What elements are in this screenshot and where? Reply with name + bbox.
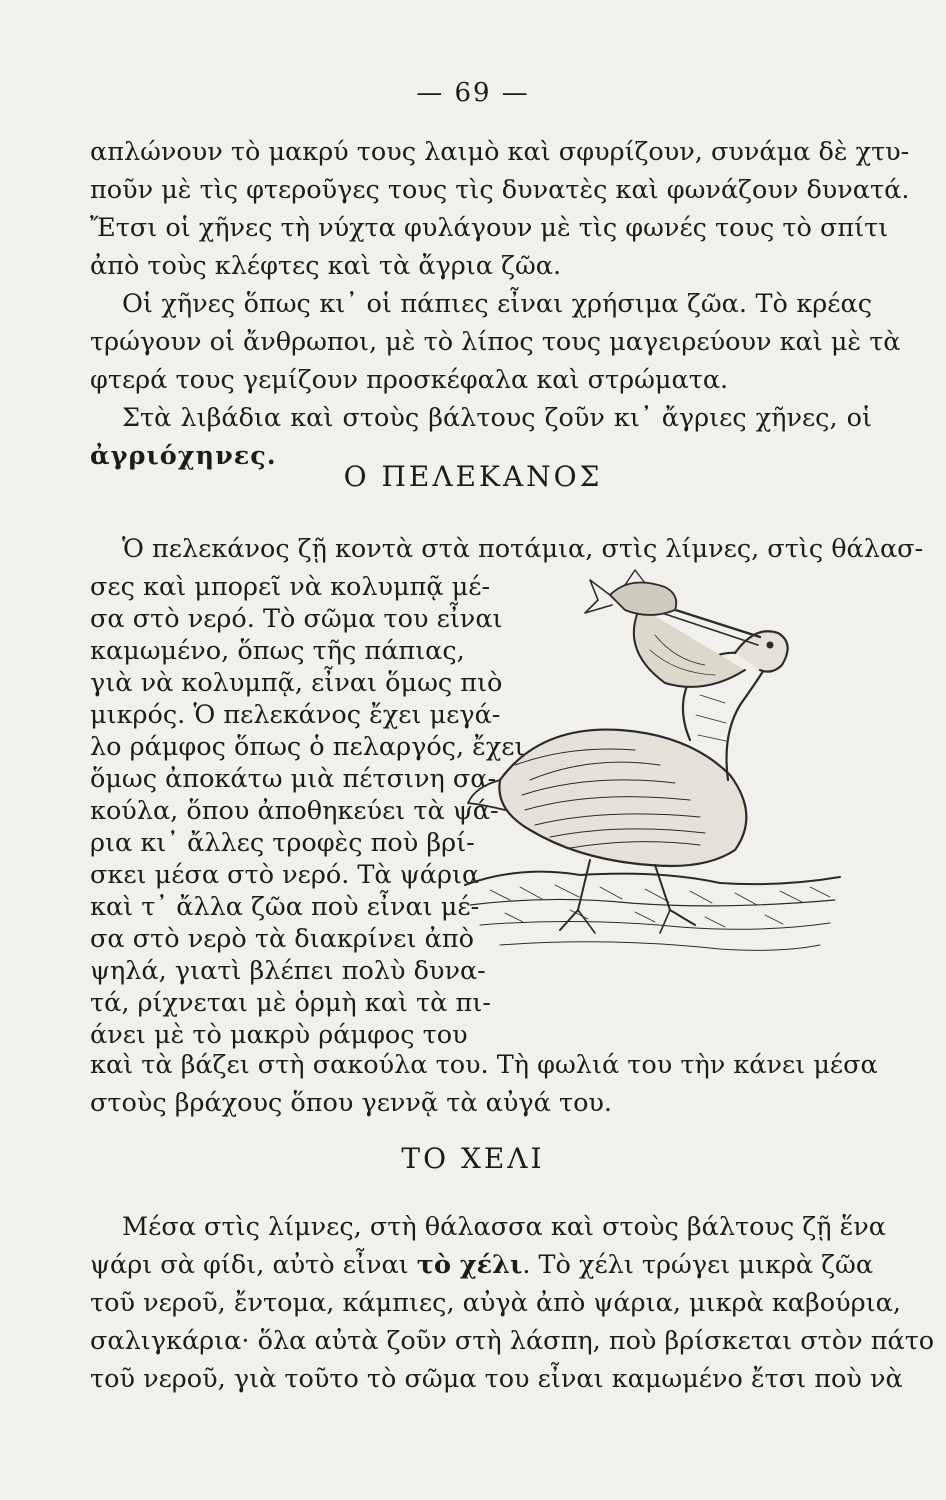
text-line: τρώγουν οἱ ἄνθρωποι, μὲ τὸ λίπος τους μαγειρεύουν καὶ μὲ τὰ: [90, 327, 901, 357]
text-line: Οἱ χῆνες ὅπως κι᾿ οἱ πάπιες εἶναι χρήσιμα ζῶα. Τὸ κρέας: [122, 289, 872, 319]
text-line: κούλα, ὅπου ἀποθηκεύει τὰ ψά-: [90, 796, 499, 826]
text-line: σες καὶ μπορεῖ νὰ κολυμπᾷ μέ-: [90, 572, 491, 602]
text-line: τοῦ νεροῦ, ἔντομα, κάμπιες, αὐγὰ ἀπὸ ψάρια, μικρὰ καβούρια,: [90, 1288, 901, 1318]
text-line: Στὰ λιβάδια καὶ στοὺς βάλτους ζοῦν κι᾿ ἄγριες χῆνες, οἱ: [122, 403, 872, 433]
text-line: άνει μὲ τὸ μακρὺ ράμφος του: [90, 1020, 468, 1050]
text-line: στοὺς βράχους ὅπου γεννᾷ τὰ αὐγά του.: [90, 1088, 613, 1118]
text-line: καὶ τ᾿ ἄλλα ζῶα ποὺ εἶναι μέ-: [90, 892, 480, 922]
section-title-pelican: Ο ΠΕΛΕΚΑΝΟΣ: [343, 460, 603, 493]
page-number: — 69 —: [416, 78, 530, 108]
text-line: λο ράμφος ὅπως ὁ πελαργός, ἔχει: [90, 732, 525, 762]
text-line: ὅμως ἀποκάτω μιὰ πέτσινη σα-: [90, 764, 497, 794]
text-line: Ὁ πελεκάνος ζῇ κοντὰ στὰ ποτάμια, στὶς λίμνες, στὶς θάλασ-: [122, 534, 924, 564]
text-line: ποῦν μὲ τὶς φτεροῦγες τους τὶς δυνατὲς καὶ φωνάζουν δυνατά.: [90, 175, 910, 205]
text-line: γιὰ νὰ κολυμπᾷ, εἶναι ὅμως πιὸ: [90, 668, 503, 698]
text-line-mixed: [90, 1246, 872, 1284]
text-line: καὶ τὰ βάζει στὴ σακούλα του. Τὴ φωλιά του τὴν κάνει μέσα: [90, 1050, 878, 1080]
text-line: μικρός. Ὁ πελεκάνος ἔχει μεγά-: [90, 700, 501, 730]
text-line: ψηλά, γιατὶ βλέπει πολὺ δυνα-: [90, 956, 486, 986]
text-line: τά, ρίχνεται μὲ ὁρμὴ καὶ τὰ πι-: [90, 988, 491, 1018]
text-line: φτερά τους γεμίζουν προσκέφαλα καὶ στρώματα.: [90, 365, 729, 395]
text-line: σαλιγκάρια· ὅλα αὐτὰ ζοῦν στὴ λάσπη, ποὺ βρίσκεται στὸν πάτο: [90, 1326, 935, 1356]
text-line: Ἔτσι οἱ χῆνες τὴ νύχτα φυλάγουν μὲ τὶς φωνές τους τὸ σπίτι: [90, 213, 889, 243]
text-span-bold: τὸ χέλι: [416, 1250, 523, 1280]
text-line: σα στὸ νερὸ τὰ διακρίνει ἀπὸ: [90, 924, 474, 954]
text-line: Μέσα στὶς λίμνες, στὴ θάλασσα καὶ στοὺς βάλτους ζῇ ἕνα: [122, 1212, 886, 1242]
text-line: τοῦ νεροῦ, γιὰ τοῦτο τὸ σῶμα του εἶναι καμωμένο ἔτσι ποὺ νὰ: [90, 1364, 903, 1394]
text-line: καμωμένο, ὅπως τῆς πάπιας,: [90, 636, 465, 666]
text-line: σα στὸ νερό. Τὸ σῶμα του εἶναι: [90, 604, 503, 634]
text-line: ἀπὸ τοὺς κλέφτες καὶ τὰ ἄγρια ζῶα.: [90, 251, 562, 281]
text-line: απλώνουν τὸ μακρύ τους λαιμὸ καὶ σφυρίζουν, συνάμα δὲ χτυ-: [90, 137, 910, 167]
text-span: ψάρι σὰ φίδι, αὐτὸ εἶναι: [90, 1250, 417, 1280]
text-span: . Τὸ χέλι τρώγει μικρὰ ζῶα: [522, 1250, 874, 1280]
text-line: σκει μέσα στὸ νερό. Τὰ ψάρια: [90, 860, 480, 890]
section-title-eel: ΤΟ ΧΕΛΙ: [401, 1142, 545, 1175]
text-line-emphasis: ἀγριόχηνες.: [90, 441, 277, 471]
pelican-illustration: [460, 565, 845, 1060]
text-line: ρια κι᾿ ἄλλες τροφὲς ποὺ βρί-: [90, 828, 475, 858]
